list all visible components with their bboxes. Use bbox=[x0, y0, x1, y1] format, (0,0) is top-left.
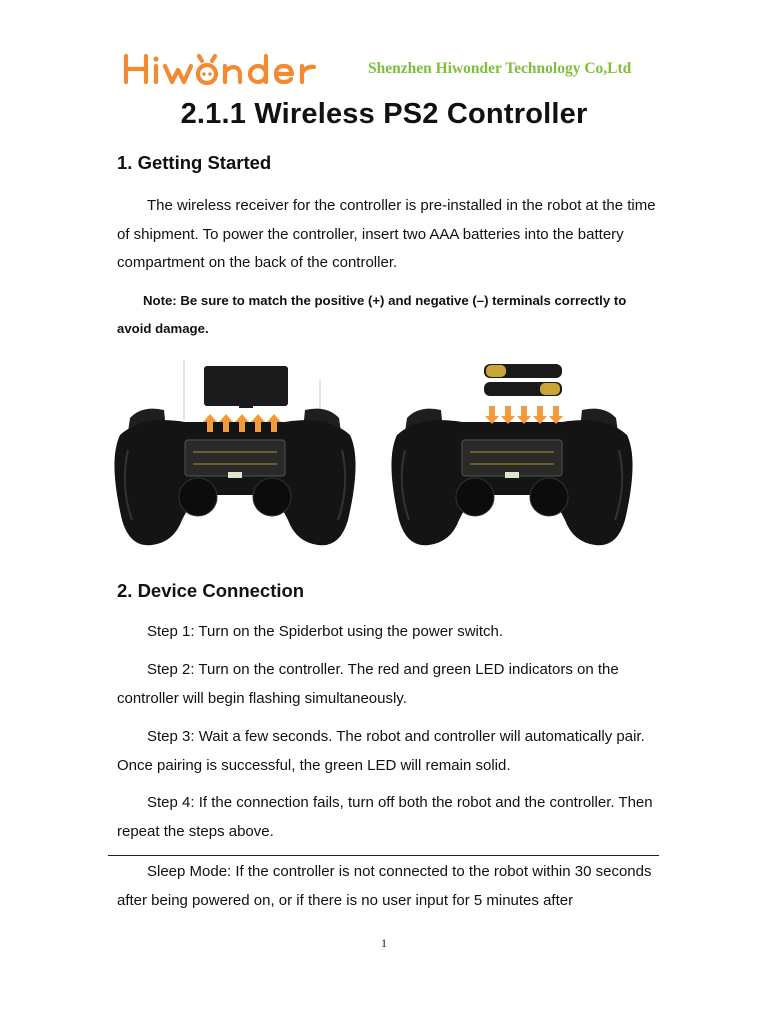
page-header bbox=[122, 50, 648, 90]
note-paragraph: Note: Be sure to match the positive (+) and negative (–) terminals correctly to avoid damage. bbox=[117, 293, 627, 336]
step-1-text: Step 1: Turn on the Spiderbot using the power switch. bbox=[147, 623, 504, 640]
hiwonder-logo bbox=[122, 50, 352, 90]
section-heading-device-connection: 2. Device Connection bbox=[117, 580, 305, 601]
controller-battery-illustration bbox=[114, 360, 659, 555]
page-number: 1 bbox=[381, 936, 387, 950]
page-title: 2.1.1 Wireless PS2 Controller bbox=[180, 98, 588, 130]
step-2-text: Step 2: Turn on the controller. The red and green LED indicators on the controller will begin flashing simultaneously. bbox=[117, 661, 619, 707]
sleep-mode-text: Sleep Mode: If the controller is not connected to the robot within 30 seconds after being powered on, or if there is no user input for 5 minutes after bbox=[117, 863, 652, 909]
step-4-text: Step 4: If the connection fails, turn off both the robot and the controller. Then repeat the steps above. bbox=[117, 794, 653, 840]
company-name: Shenzhen Hiwonder Technology Co,Ltd bbox=[368, 60, 632, 77]
step-3-text: Step 3: Wait a few seconds. The robot and controller will automatically pair. Once pairing is successful, the green LED will remain solid. bbox=[117, 728, 645, 774]
divider-line bbox=[108, 855, 659, 856]
getting-started-paragraph: The wireless receiver for the controller is pre-installed in the robot at the time of shipment. To power the controller, insert two AAA batteries into the battery compartment on the back of the controller. bbox=[117, 197, 656, 271]
section-heading-getting-started: 1. Getting Started bbox=[117, 152, 272, 173]
